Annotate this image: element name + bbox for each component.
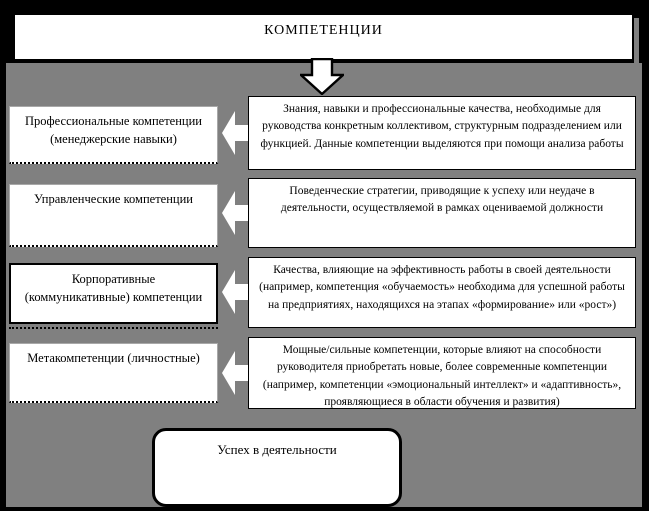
category-box-managerial: [9, 184, 218, 247]
category-label: Профессиональные компетенции (менеджерские навыки): [25, 114, 202, 147]
category-box-meta: [9, 343, 218, 403]
category-label: Корпоративные (коммуникативные) компетенции: [24, 272, 203, 305]
description-box-meta: [248, 337, 636, 409]
left-arrow-icon: [222, 270, 248, 314]
description-label: Мощные/сильные компетенции, которые влияют на способности руководителя приобретать новые, более современные компетенции (например, компетенции «эмоциональный интеллект» и «адаптивность», проявляющиеся в области обучения и развития): [262, 344, 622, 408]
description-box-corporate: [248, 257, 636, 328]
down-arrow-icon: [300, 58, 344, 95]
outcome-box: [152, 428, 402, 507]
description-label: Поведенческие стратегии, приводящие к успеху или неудаче в деятельности, осуществляемой в рамках оцениваемой должности: [280, 185, 604, 215]
outcome-label: Успех в деятельности: [217, 442, 337, 457]
description-box-managerial: [248, 178, 636, 248]
description-box-professional: [248, 96, 636, 170]
left-arrow-icon: [222, 111, 248, 155]
dotted-divider: [9, 327, 218, 329]
title-box: [13, 13, 634, 63]
category-label: Управленческие компетенции: [34, 192, 193, 206]
left-arrow-icon: [222, 351, 248, 395]
category-box-professional: [9, 106, 218, 164]
category-label: Метакомпетенции (личностные): [27, 351, 200, 365]
left-arrow-icon: [222, 191, 248, 235]
description-label: Качества, влияющие на эффективность работы в своей деятельности (например, компетенция «обучаемость» необходима для успешной работы на предприятиях, находящихся на этапах «формирование» или «рост»): [259, 264, 625, 311]
page-title: КОМПЕТЕНЦИИ: [264, 23, 383, 38]
category-box-corporate: [9, 263, 218, 324]
description-label: Знания, навыки и профессиональные качества, необходимые для руководства конкретным коллективом, структурным подразделением или функцией. Данные компетенции выделяются при помощи анализа работы: [260, 103, 624, 150]
